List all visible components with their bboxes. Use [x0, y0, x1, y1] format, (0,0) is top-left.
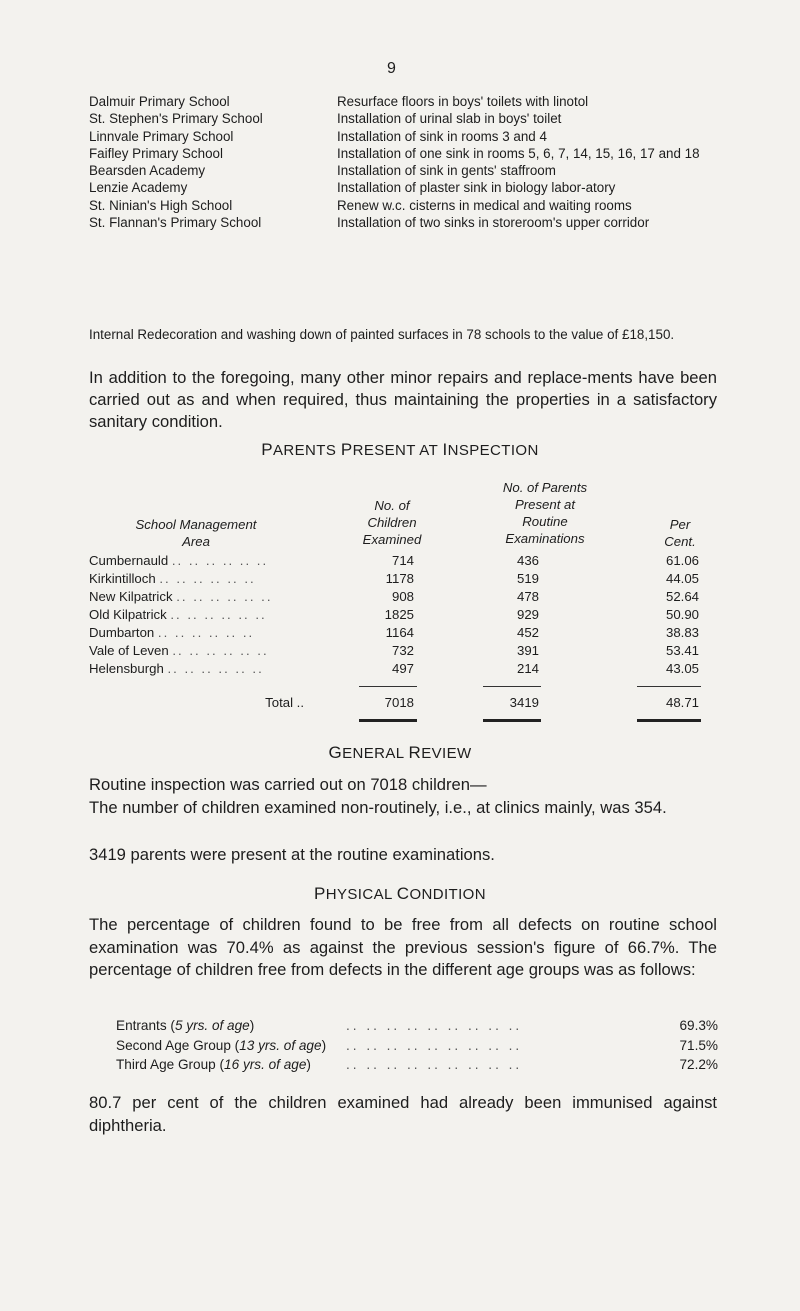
heading-cap: P: [261, 440, 274, 459]
age-group-label: [116, 1016, 254, 1036]
leader-dots: .. .. .. .. .. .. .. .. ..: [346, 1057, 523, 1073]
total-rule: [637, 719, 701, 722]
heading-cap: I: [442, 440, 448, 459]
parents-cell: 478: [516, 589, 539, 604]
area-name: Old Kilpatrick: [89, 607, 167, 622]
school-name: Dalmuir Primary School: [89, 94, 230, 109]
age-group-name: Entrants (: [116, 1018, 175, 1033]
header-children: [347, 497, 437, 548]
percent-cell: 44.05: [665, 571, 699, 586]
heading-cap: G: [328, 743, 343, 762]
children-cell: 1164: [385, 625, 414, 640]
header-text: Per: [669, 517, 691, 532]
area-name: New Kilpatrick: [89, 589, 173, 604]
percent-cell: 61.06: [665, 553, 699, 568]
age-group-label: [116, 1055, 311, 1075]
works-row: [89, 128, 714, 145]
area-cell: [89, 552, 304, 570]
works-list: [89, 93, 714, 231]
immunised-paragraph: 80.7 per cent of the children examined had already been immunised against diphtheria.: [89, 1093, 717, 1135]
age-group-age: 16 yrs. of age: [224, 1057, 307, 1073]
works-row: [89, 179, 714, 196]
heading-cap: R: [408, 743, 422, 762]
area-name: Helensburgh: [89, 661, 164, 676]
list-item: [116, 1016, 716, 1036]
percent-total: 48.71: [665, 695, 699, 710]
area-name: Kirkintilloch: [89, 571, 156, 586]
area-name: Cumbernauld: [89, 553, 169, 568]
percent-cell: 50.90: [665, 607, 699, 622]
leader-dots: .. .. .. .. .. ..: [171, 553, 269, 568]
works-description: Renew w.c. cisterns in medical and waiting rooms: [337, 197, 632, 213]
school-name: Bearsden Academy: [89, 163, 206, 179]
school-name: St. Ninian's High School: [89, 197, 233, 213]
age-group-list: [116, 1016, 716, 1075]
children-cell: 908: [391, 589, 414, 604]
table-row: [89, 588, 729, 606]
physical-condition-paragraph: The percentage of children found to be free from all defects on routine school examination was 70.4% as against the previous session's figure of 66.7%. The percentage of children free from defects in the different age groups was as follows:: [89, 915, 717, 979]
percent-cell: 53.41: [665, 643, 699, 658]
works-row: [89, 145, 714, 162]
children-cell: 714: [391, 553, 414, 568]
school-name: St. Stephen's Primary School: [89, 111, 263, 127]
works-description: Installation of plaster sink in biology labor-atory: [337, 180, 616, 196]
sum-rule: [637, 686, 701, 687]
table-row: [89, 570, 729, 588]
header-text: Children: [367, 515, 417, 530]
school-name: St. Flannan's Primary School: [89, 215, 262, 231]
header-text: Cent.: [664, 534, 696, 549]
percent-cell: 52.64: [665, 589, 699, 604]
leader-dots: .. .. .. .. .. ..: [157, 625, 255, 640]
table-row: [89, 552, 729, 570]
area-name: Dumbarton: [89, 625, 155, 640]
age-group-value: 72.2%: [679, 1057, 718, 1073]
general-review-heading: [0, 743, 800, 763]
leader-dots: .. .. .. .. .. .. .. .. ..: [346, 1037, 523, 1053]
header-text: School Management: [135, 517, 257, 532]
parents-cell: 214: [516, 661, 539, 676]
page-number: 9: [387, 60, 396, 77]
leader-dots: .. .. .. .. .. ..: [159, 571, 256, 586]
children-cell: 732: [391, 643, 414, 658]
works-row: [89, 110, 714, 127]
area-cell: [89, 642, 304, 660]
parents-cell: 519: [516, 571, 539, 586]
total-label: Total ..: [265, 695, 304, 710]
school-name: Lenzie Academy: [89, 180, 188, 196]
works-row: [89, 93, 714, 110]
area-cell: [89, 660, 304, 678]
percent-cell: 38.83: [665, 625, 699, 640]
heading-cap: P: [340, 440, 353, 459]
area-cell: [89, 570, 304, 588]
list-item: [116, 1055, 716, 1075]
age-group-value: 69.3%: [679, 1018, 718, 1033]
header-percent: [635, 516, 725, 550]
non-routine-text: The number of children examined non-routinely, i.e., at clinics mainly, was 354.: [89, 798, 667, 817]
heading-word: HYSICAL: [325, 886, 393, 903]
leader-dots: .. .. .. .. .. ..: [176, 589, 273, 604]
works-description: Resurface floors in boys' toilets with linotol: [337, 94, 589, 109]
leader-dots: .. .. .. .. .. ..: [172, 643, 269, 658]
table-row: [89, 660, 729, 678]
age-group-value: 71.5%: [679, 1037, 718, 1053]
parents-heading: [0, 440, 800, 460]
header-text: Examined: [362, 532, 422, 547]
parents-total: 3419: [509, 695, 539, 710]
physical-condition-heading: [0, 884, 800, 904]
header-text: No. of: [374, 498, 410, 513]
works-row: [89, 214, 714, 231]
redecoration-note: Internal Redecoration and washing down of painted surfaces in 78 schools to the value of £18,150.: [89, 327, 675, 342]
table-row: [89, 624, 729, 642]
age-group-label: [116, 1036, 326, 1056]
table-row: [89, 606, 729, 624]
heading-word: ENERAL: [342, 745, 404, 762]
parents-cell: 929: [516, 607, 539, 622]
list-item: [116, 1036, 716, 1056]
header-text: No. of Parents: [502, 480, 588, 495]
sum-rule: [359, 686, 417, 687]
heading-word: ONDITION: [409, 886, 486, 903]
works-description: Installation of sink in gents' staffroom: [337, 163, 556, 179]
school-name: Linnvale Primary School: [89, 128, 234, 144]
works-description: Installation of two sinks in storeroom's upper corridor: [337, 215, 650, 231]
percent-cell: 43.05: [665, 661, 699, 676]
children-cell: 1825: [384, 607, 414, 622]
age-group-close: ): [249, 1018, 255, 1033]
heading-cap: C: [396, 884, 410, 903]
heading-word: ARENTS: [273, 442, 337, 459]
area-cell: [89, 624, 304, 642]
age-group-close: ): [321, 1037, 327, 1053]
age-group-name: Second Age Group (: [116, 1037, 240, 1053]
leader-dots: .. .. .. .. .. ..: [170, 607, 267, 622]
parents-cell: 391: [516, 643, 539, 658]
age-group-age: 13 yrs. of age: [239, 1037, 322, 1053]
parents-present-text: 3419 parents were present at the routine examinations.: [89, 845, 495, 864]
works-description: Installation of sink in rooms 3 and 4: [337, 128, 547, 144]
table-total-row: [89, 694, 729, 712]
leader-dots: .. .. .. .. .. .. .. .. ..: [346, 1018, 523, 1033]
total-rule: [359, 719, 417, 722]
header-text: Examinations: [505, 531, 585, 546]
header-text: Present at: [514, 497, 576, 512]
works-description: Installation of urinal slab in boys' toilet: [337, 111, 562, 127]
school-name: Faifley Primary School: [89, 145, 223, 161]
children-cell: 1178: [385, 571, 414, 586]
area-cell: [89, 606, 304, 624]
works-row: [89, 162, 714, 179]
heading-word: RESENT AT: [352, 442, 438, 459]
heading-word: EVIEW: [421, 745, 472, 762]
age-group-close: ): [306, 1057, 311, 1073]
heading-cap: P: [314, 884, 326, 903]
routine-inspection-text: Routine inspection was carried out on 7018 children—: [89, 775, 487, 794]
age-group-name: Third Age Group (: [116, 1057, 225, 1073]
total-rule: [483, 719, 541, 722]
area-name: Vale of Leven: [89, 643, 169, 658]
sum-rule: [483, 686, 541, 687]
table-row: [89, 642, 729, 660]
area-cell: [89, 588, 304, 606]
parents-cell: 436: [516, 553, 539, 568]
children-total: 7018: [384, 695, 414, 710]
leader-dots: .. .. .. .. .. ..: [167, 661, 264, 676]
header-text: Routine: [522, 514, 568, 529]
header-text: Area: [182, 534, 210, 549]
children-cell: 497: [391, 661, 414, 676]
age-group-age: 5 yrs. of age: [174, 1018, 250, 1033]
parents-cell: 452: [516, 625, 539, 640]
heading-word: NSPECTION: [447, 442, 539, 459]
header-parents: [470, 479, 620, 547]
works-row: [89, 197, 714, 214]
header-area: [89, 516, 303, 550]
addition-paragraph: In addition to the foregoing, many other minor repairs and replace-ments have been carried out as and when required, thus maintaining the properties in a satisfactory sanitary condition.: [89, 368, 717, 432]
works-description: Installation of one sink in rooms 5, 6, 7, 14, 15, 16, 17 and 18: [337, 145, 700, 161]
